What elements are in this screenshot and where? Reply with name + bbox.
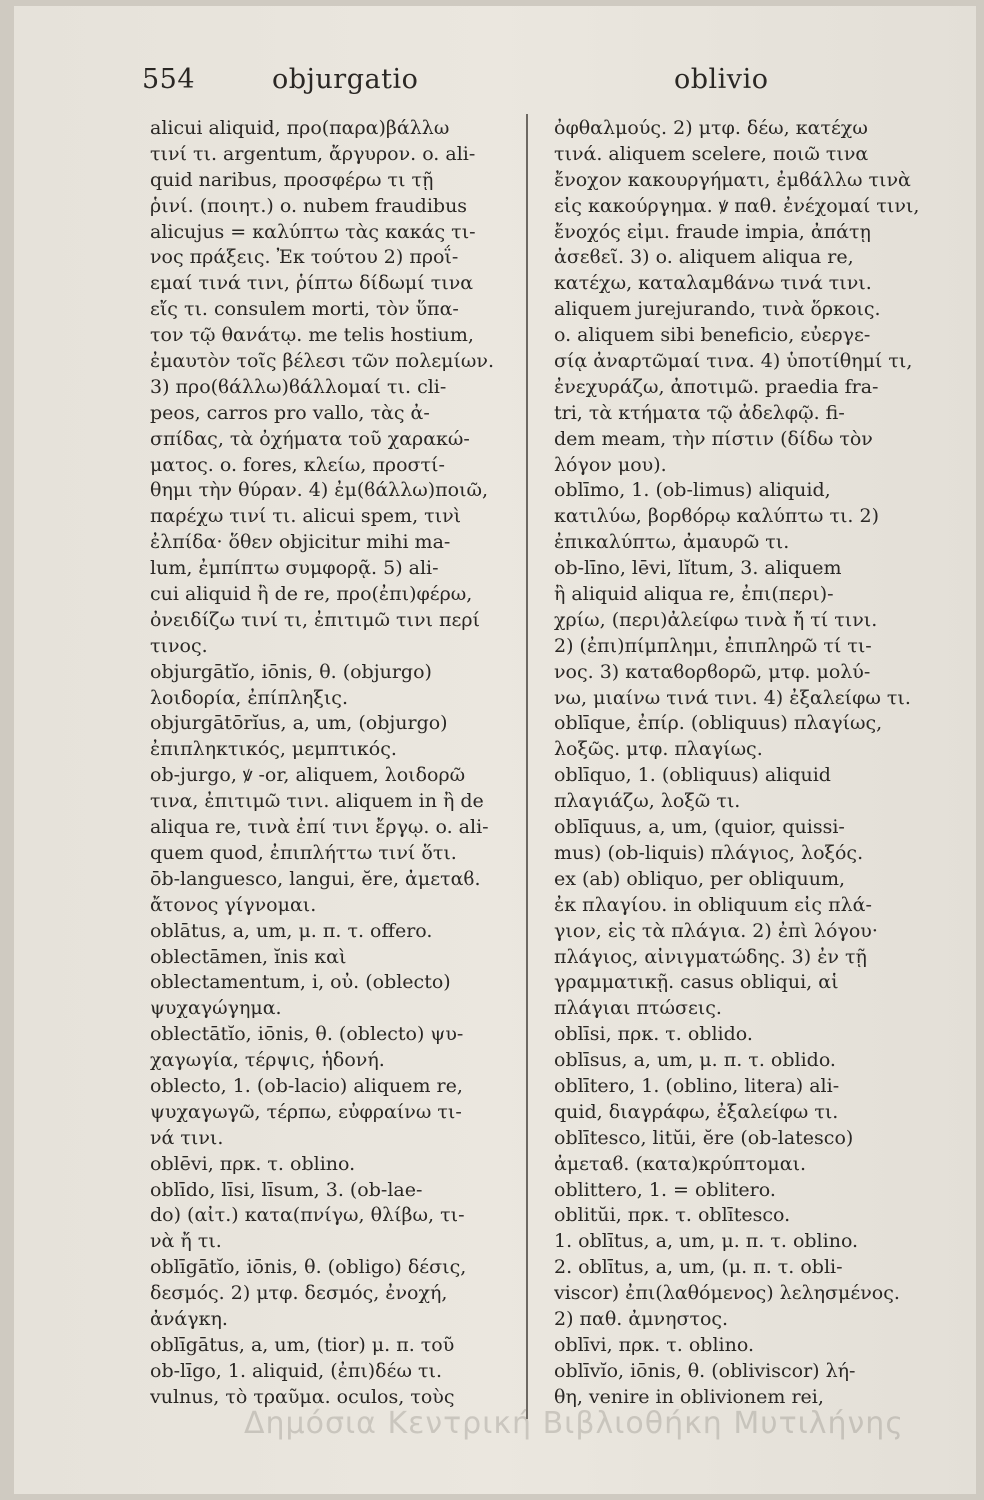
text-line: πλάγιος, αἰνιγματώδης. 3) ἐν τῇ	[554, 945, 867, 968]
text-line: alicujus = καλύπτω τὰς κακάς τι-	[150, 220, 476, 243]
column-divider	[526, 114, 528, 1419]
text-line: ἐκ πλαγίου. in obliquum εἰς πλά-	[554, 893, 872, 916]
text-line: quid, διαγράφω, ἐξαλείφω τι.	[554, 1100, 839, 1123]
text-line: aliquem jurejurando, τινὰ ὅρκοις.	[554, 298, 881, 321]
text-line: o. aliquem sibi beneficio, εὐεργε-	[554, 324, 871, 347]
text-line: oblīvi, πρκ. τ. oblino.	[554, 1333, 754, 1356]
text-line: cui aliquid ἢ de re, προ(ἐπι)φέρω,	[150, 583, 473, 606]
text-line: peos, carros pro vallo, τὰς ἀ-	[150, 401, 430, 424]
text-line: ἄτονος γίγνομαι.	[150, 893, 317, 916]
text-line: oblīdo, līsi, līsum, 3. (ob-lae-	[150, 1178, 423, 1201]
text-line: ōb-languesco, langui, ĕre, ἀμεταϐ.	[150, 867, 481, 890]
text-line: vulnus, τὸ τραῦμα. oculos, τοὺς	[150, 1385, 455, 1408]
text-line: νος. 3) καταϐορϐορῶ, μτφ. μολύ-	[554, 660, 871, 683]
text-line: dem meam, τὴν πίστιν (δίδω τὸν	[554, 427, 873, 450]
page-number: 554	[142, 64, 196, 95]
text-line: χρίω, (περι)ἀλείφω τινὰ ἤ τί τινι.	[554, 608, 878, 631]
text-line: oblīgātus, a, um, (tior) μ. π. τοῦ	[150, 1333, 455, 1356]
text-line: 3) προ(ϐάλλω)ϐάλλομαί τι. cli-	[150, 375, 447, 398]
text-line: alicui aliquid, προ(παρα)βάλλω	[150, 117, 450, 139]
library-watermark: Δημόσια Κεντρική Βιβλιοθήκη Μυτιλήνης	[244, 1406, 904, 1441]
text-line: oblīsi, πρκ. τ. oblido.	[554, 1023, 753, 1046]
text-line: τον τῷ θανάτῳ. me telis hostium,	[150, 324, 474, 347]
text-line: πλαγιάζω, λοξῶ τι.	[554, 790, 741, 813]
text-line: τινα, ἐπιτιμῶ τινι. aliquem in ἢ de	[150, 790, 484, 813]
text-line: τινά. aliquem scelere, ποιῶ τινα	[554, 142, 869, 165]
text-line: ῥινί. (ποιητ.) o. nubem fraudibus	[150, 194, 468, 217]
text-line: 2. oblītus, a, um, (μ. π. τ. obli-	[554, 1256, 843, 1279]
text-line: ἔνοχον κακουργήματι, ἐμϐάλλω τινὰ	[554, 168, 911, 191]
text-line: oblītero, 1. (oblino, litera) ali-	[554, 1074, 840, 1097]
text-line: εἴς τι. consulem morti, τὸν ὕπα-	[150, 298, 459, 321]
left-column	[150, 116, 522, 1411]
page-header	[14, 64, 976, 104]
text-line: δεσμός. 2) μτφ. δεσμός, ἐνοχή,	[150, 1282, 448, 1305]
text-line: oblecto, 1. (ob-lacio) aliquem re,	[150, 1074, 463, 1097]
text-line: quem quod, ἐπιπλήττω τινί ὅτι.	[150, 841, 457, 864]
text-line: ἐλπίδα· ὅθεν objicitur mihi ma-	[150, 531, 451, 554]
text-line: γραμματικῇ. casus obliqui, αἱ	[554, 971, 839, 994]
text-line: viscor) ἐπι(λαθόμενος) λελησμένος.	[554, 1282, 900, 1305]
text-line: ἀσεϐεῖ. 3) o. aliquem aliqua re,	[554, 246, 854, 269]
text-line: oblīquus, a, um, (quior, quissi-	[554, 816, 845, 839]
text-line: do) (αἰτ.) κατα(πνίγω, θλίβω, τι-	[150, 1204, 465, 1227]
text-line: ἐνεχυράζω, ἀποτιμῶ. praedia fra-	[554, 375, 879, 398]
text-line: νά τινι.	[150, 1126, 224, 1149]
text-line: ὀφθαλμούς. 2) μτφ. δέω, κατέχω	[554, 117, 868, 139]
text-line: θη, venire in oblivionem rei,	[554, 1385, 824, 1408]
text-line: λόγον μου).	[554, 453, 667, 476]
text-line: 2) (ἐπι)πίμπλημι, ἐπιπληρῶ τί τι-	[554, 634, 872, 657]
text-line: oblectātĭo, iōnis, θ. (oblecto) ψυ-	[150, 1023, 464, 1046]
text-line: oblīvĭo, iōnis, θ. (obliviscor) λή-	[554, 1359, 856, 1382]
right-column	[554, 116, 926, 1411]
text-line: oblitŭi, πρκ. τ. oblītesco.	[554, 1204, 791, 1227]
text-line: mus) (ob-liquis) πλάγιος, λοξός.	[554, 841, 864, 864]
right-guide-word: oblivio	[674, 64, 769, 95]
text-line: ἐπιπληκτικός, μεμπτικός.	[150, 738, 397, 761]
text-line: ψυχαγώγημα.	[150, 997, 282, 1020]
text-line: πλάγιαι πτώσεις.	[554, 997, 722, 1020]
text-line: oblītesco, litŭi, ĕre (ob-latesco)	[554, 1126, 854, 1149]
text-line: oblātus, a, um, μ. π. τ. offero.	[150, 919, 433, 942]
text-line: ματος. o. fores, κλείω, προστί-	[150, 453, 445, 476]
text-line: oblīquo, 1. (obliquus) aliquid	[554, 764, 831, 787]
text-line: εἰς κακούργημα. ꝟ παθ. ἐνέχομαί τινι,	[554, 194, 920, 217]
text-line: 1. oblītus, a, um, μ. π. τ. oblino.	[554, 1230, 859, 1253]
text-line: oblittero, 1. = oblitero.	[554, 1178, 776, 1201]
text-line: oblectamentum, i, οὐ. (oblecto)	[150, 971, 451, 994]
text-line: oblectāmen, ĭnis καὶ	[150, 945, 347, 968]
text-line: ἐπικαλύπτω, ἀμαυρῶ τι.	[554, 531, 790, 554]
text-line: aliqua re, τινὰ ἐπί τινι ἔργῳ. o. ali-	[150, 816, 489, 839]
text-line: λοξῶς. μτφ. πλαγίως.	[554, 738, 763, 761]
text-line: ex (ab) obliquo, per obliquum,	[554, 867, 846, 890]
text-line: objurgātōrĭus, a, um, (objurgo)	[150, 712, 448, 735]
text-line: νὰ ἤ τι.	[150, 1230, 222, 1253]
text-line: quid naribus, προσφέρω τι τῇ	[150, 168, 434, 191]
text-line: 2) παθ. ἀμνηστος.	[554, 1307, 729, 1330]
text-line: ἢ aliquid aliqua re, ἐπι(περι)-	[554, 583, 834, 606]
text-line: γιον, εἰς τὰ πλάγια. 2) ἐπὶ λόγου·	[554, 919, 878, 942]
text-line: εμαί τινά τινι, ῥίπτω δίδωμί τινα	[150, 272, 474, 295]
text-line: objurgātĭo, iōnis, θ. (objurgo)	[150, 660, 432, 683]
text-line: oblīgātĭo, iōnis, θ. (obligo) δέσις,	[150, 1256, 467, 1279]
text-line: νω, μιαίνω τινά τινι. 4) ἐξαλείφω τι.	[554, 686, 911, 709]
text-line: ob-līgo, 1. aliquid, (ἐπι)δέω τι.	[150, 1359, 442, 1382]
text-line: lum, ἐμπίπτω συμφορᾷ. 5) ali-	[150, 557, 439, 580]
text-line: λοιδορία, ἐπίπληξις.	[150, 686, 348, 709]
text-line: τινος.	[150, 634, 208, 657]
text-line: ἀνάγκη.	[150, 1307, 228, 1330]
text-line: κατιλύω, βορϐόρῳ καλύπτω τι. 2)	[554, 505, 880, 528]
text-line: παρέχω τινί τι. alicui spem, τινὶ	[150, 505, 462, 528]
text-line: θημι τὴν θύραν. 4) ἐμ(ϐάλλω)ποιῶ,	[150, 479, 489, 502]
text-line: ἐμαυτὸν τοῖς βέλεσι τῶν πολεμίων.	[150, 350, 495, 373]
text-line: oblīsus, a, um, μ. π. τ. oblido.	[554, 1049, 836, 1072]
text-line: τινί τι. argentum, ἄργυρον. o. ali-	[150, 142, 476, 165]
text-line: ob-līno, lēvi, lĭtum, 3. aliquem	[554, 557, 842, 580]
text-line: χαγωγία, τέρψις, ἡδονή.	[150, 1049, 385, 1072]
text-line: oblīque, ἐπίρ. (obliquus) πλαγίως,	[554, 712, 883, 735]
text-line: σίᾳ ἀναρτῶμαί τινα. 4) ὑποτίθημί τι,	[554, 350, 913, 373]
text-line: ob-jurgo, ꝟ -or, aliquem, λοιδορῶ	[150, 764, 466, 787]
text-line: ὀνειδίζω τινί τι, ἐπιτιμῶ τινι περί	[150, 608, 480, 631]
text-line: νος πράξεις. Ἐκ τούτου 2) προΐ-	[150, 246, 459, 269]
text-line: σπίδας, τὰ ὀχήματα τοῦ χαρακώ-	[150, 427, 470, 450]
text-line: oblēvi, πρκ. τ. oblino.	[150, 1152, 356, 1175]
text-line: κατέχω, καταλαμϐάνω τινά τινι.	[554, 272, 872, 295]
dictionary-page	[14, 6, 976, 1494]
text-line: ἔνοχός εἰμι. fraude impia, ἀπάτῃ	[554, 220, 871, 243]
text-line: ψυχαγωγῶ, τέρπω, εὐφραίνω τι-	[150, 1100, 462, 1123]
text-line: tri, τὰ κτήματα τῷ ἀδελφῷ. fi-	[554, 401, 845, 424]
text-line: ἀμεταϐ. (κατα)κρύπτομαι.	[554, 1152, 807, 1175]
left-guide-word: objurgatio	[272, 64, 419, 95]
text-line: oblīmo, 1. (ob-limus) aliquid,	[554, 479, 831, 502]
